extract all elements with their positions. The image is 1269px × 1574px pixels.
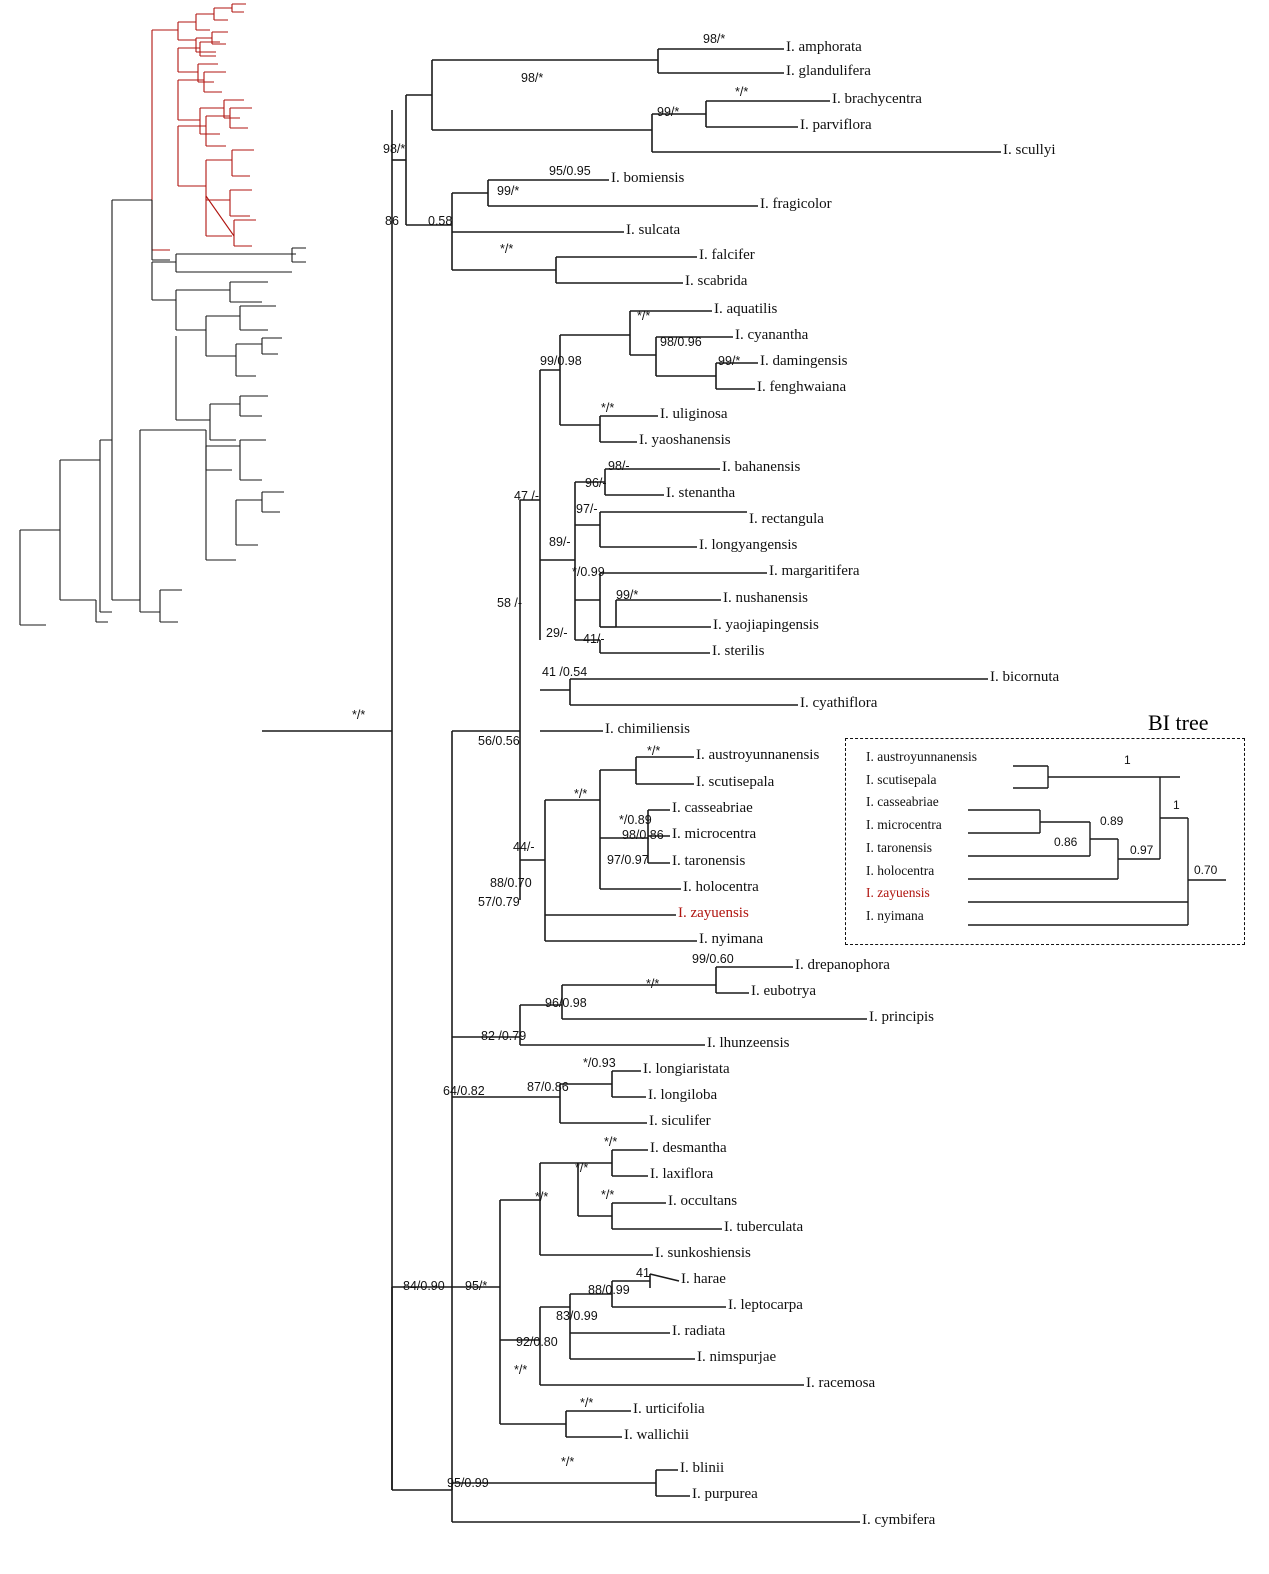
taxon-label: I. scullyi <box>1003 142 1056 158</box>
support-value: 0.58 <box>428 214 453 228</box>
support-value: 82 /0.79 <box>481 1029 527 1043</box>
support-value: 98/0.86 <box>622 828 664 842</box>
support-value: 88/0.70 <box>490 876 532 890</box>
support-value: */* <box>500 242 514 256</box>
taxon-label: I. austroyunnanensis <box>696 747 820 763</box>
support-value: 41/- <box>583 632 605 646</box>
support-value: 96/- <box>585 476 607 490</box>
support-value: 92/0.80 <box>516 1335 558 1349</box>
taxon-label: I. bomiensis <box>611 170 685 186</box>
taxon-label: I. glandulifera <box>786 63 871 79</box>
support-value: */* <box>601 1188 615 1202</box>
taxon-label: I. wallichii <box>624 1427 689 1443</box>
taxon-label: I. racemosa <box>806 1375 876 1391</box>
support-value: 99/0.98 <box>540 354 582 368</box>
taxon-label: I. cymbifera <box>862 1512 936 1528</box>
bi-tree-title: BI tree <box>1148 710 1209 735</box>
taxon-label: I. casseabriae <box>672 800 753 816</box>
support-value: 44/- <box>513 840 535 854</box>
taxon-label: I. rectangula <box>749 511 824 527</box>
support-value: */* <box>647 744 661 758</box>
support-value: 29/- <box>546 626 568 640</box>
taxon-label: I. scabrida <box>685 273 748 289</box>
taxon-label: I. sulcata <box>626 222 681 238</box>
taxon-label: I. cyathiflora <box>800 695 878 711</box>
taxon-label: I. brachycentra <box>832 91 922 107</box>
support-value: 97/- <box>576 502 598 516</box>
bi-taxon-label: I. microcentra <box>866 817 942 833</box>
support-value: 98/* <box>383 142 406 156</box>
taxon-label: I. drepanophora <box>795 957 890 973</box>
support-value: */0.99 <box>572 565 605 579</box>
taxon-label: I. amphorata <box>786 39 862 55</box>
taxon-label: I. uliginosa <box>660 406 728 422</box>
taxon-label: I. laxiflora <box>650 1166 714 1182</box>
support-value: 58 /- <box>497 596 523 610</box>
support-value: 89/- <box>549 535 571 549</box>
taxon-label: I. cyanantha <box>735 327 809 343</box>
bi-taxon-label: I. holocentra <box>866 862 935 878</box>
bi-posterior-value: 1 <box>1124 753 1131 767</box>
taxon-label: I. longyangensis <box>699 537 798 553</box>
support-value: 99/* <box>497 184 520 198</box>
support-value: 99/* <box>616 588 639 602</box>
support-value: 99/0.60 <box>692 952 734 966</box>
support-value: 47 /- <box>514 489 540 503</box>
support-value: 95/0.99 <box>447 1476 489 1490</box>
taxon-label: I. yaoshanensis <box>639 432 731 448</box>
support-value: */* <box>604 1135 618 1149</box>
support-value: 87/0.86 <box>527 1080 569 1094</box>
support-value: 83/0.99 <box>556 1309 598 1323</box>
taxon-label: I. parviflora <box>800 117 872 133</box>
taxon-label: I. nushanensis <box>723 590 808 606</box>
taxon-label: I. longiaristata <box>643 1061 730 1077</box>
taxon-label: I. desmantha <box>650 1140 727 1156</box>
taxon-label: I. falcifer <box>699 247 755 263</box>
support-value: */* <box>735 85 749 99</box>
taxon-label: I. siculifer <box>649 1113 711 1129</box>
support-value: 95/* <box>465 1279 488 1293</box>
taxon-label: I. purpurea <box>692 1486 758 1502</box>
taxon-label: I. fragicolor <box>760 196 832 212</box>
support-value: 84/0.90 <box>403 1279 445 1293</box>
taxon-label: I. lhunzeensis <box>707 1035 790 1051</box>
bi-posterior-value: 0.97 <box>1130 843 1154 857</box>
support-value: 98/- <box>608 459 630 473</box>
support-value: 99/* <box>657 105 680 119</box>
taxon-label: I. nyimana <box>699 931 764 947</box>
taxon-label: I. tuberculata <box>724 1219 804 1235</box>
taxon-label: I. damingensis <box>760 353 848 369</box>
taxon-label: I. stenantha <box>666 485 736 501</box>
support-value: */0.93 <box>583 1056 616 1070</box>
taxon-label: I. harae <box>681 1271 726 1287</box>
bi-taxon-label: I. casseabriae <box>866 794 939 810</box>
taxon-label: I. microcentra <box>672 826 757 842</box>
support-value: 98/* <box>521 71 544 85</box>
taxon-label: I. bahanensis <box>722 459 801 475</box>
support-value: 41 /0.54 <box>542 665 588 679</box>
support-value: 64/0.82 <box>443 1084 485 1098</box>
support-value: 95/0.95 <box>549 164 591 178</box>
taxon-label: I. scutisepala <box>696 774 775 790</box>
support-value: */* <box>575 1161 589 1175</box>
support-value: 97/0.97 <box>607 853 649 867</box>
support-value: 86 <box>385 214 399 228</box>
taxon-label: I. bicornuta <box>990 669 1060 685</box>
taxon-label: I. longiloba <box>648 1087 718 1103</box>
bi-taxon-label: I. austroyunnanensis <box>866 749 977 764</box>
taxon-label: I. aquatilis <box>714 301 778 317</box>
support-value: */* <box>574 787 588 801</box>
support-value: 88/0.99 <box>588 1283 630 1297</box>
taxon-label: I. nimspurjae <box>697 1349 777 1365</box>
taxon-label: I. chimiliensis <box>605 721 690 737</box>
bi-taxon-label: I. nyimana <box>866 907 924 923</box>
taxon-label: I. occultans <box>668 1193 738 1209</box>
support-value: 99/* <box>718 354 741 368</box>
bi-posterior-value: 0.89 <box>1100 814 1124 828</box>
bi-posterior-value: 1 <box>1173 798 1180 812</box>
taxon-label: I. eubotrya <box>751 983 816 999</box>
taxon-label: I. leptocarpa <box>728 1297 803 1313</box>
taxon-label: I. fenghwaiana <box>757 379 847 395</box>
support-value: */* <box>601 401 615 415</box>
support-value: 57/0.79 <box>478 895 520 909</box>
bi-posterior-value: 0.86 <box>1054 835 1078 849</box>
taxon-label: I. yaojiapingensis <box>713 617 819 633</box>
taxon-label: I. sterilis <box>712 643 765 659</box>
taxon-label: I. margaritifera <box>769 563 860 579</box>
support-value: */* <box>637 309 651 323</box>
support-value: 96/0.98 <box>545 996 587 1010</box>
taxon-label: I. zayuensis <box>678 905 749 921</box>
bi-taxon-label: I. taronensis <box>866 839 932 855</box>
taxon-label: I. taronensis <box>672 853 746 869</box>
taxon-label: I. urticifolia <box>633 1401 705 1417</box>
support-value: 56/0.56 <box>478 734 520 748</box>
support-value: */* <box>561 1455 575 1469</box>
support-value: */0.89 <box>619 813 652 827</box>
taxon-label: I. radiata <box>672 1323 726 1339</box>
taxon-label: I. sunkoshiensis <box>655 1245 751 1261</box>
taxon-label: I. holocentra <box>683 879 759 895</box>
support-value: 41 <box>636 1266 650 1280</box>
support-value: */* <box>514 1363 528 1377</box>
bi-posterior-value: 0.70 <box>1194 863 1218 877</box>
support-value: 98/0.96 <box>660 335 702 349</box>
bi-taxon-label: I. scutisepala <box>866 771 937 787</box>
support-value: */* <box>580 1396 594 1410</box>
support-value: */* <box>352 708 366 722</box>
taxon-label: I. principis <box>869 1009 934 1025</box>
support-value: */* <box>646 977 660 991</box>
taxon-label: I. blinii <box>680 1460 725 1476</box>
support-value: */* <box>535 1190 549 1204</box>
support-value: 98/* <box>703 32 726 46</box>
bi-taxon-label: I. zayuensis <box>866 885 930 901</box>
